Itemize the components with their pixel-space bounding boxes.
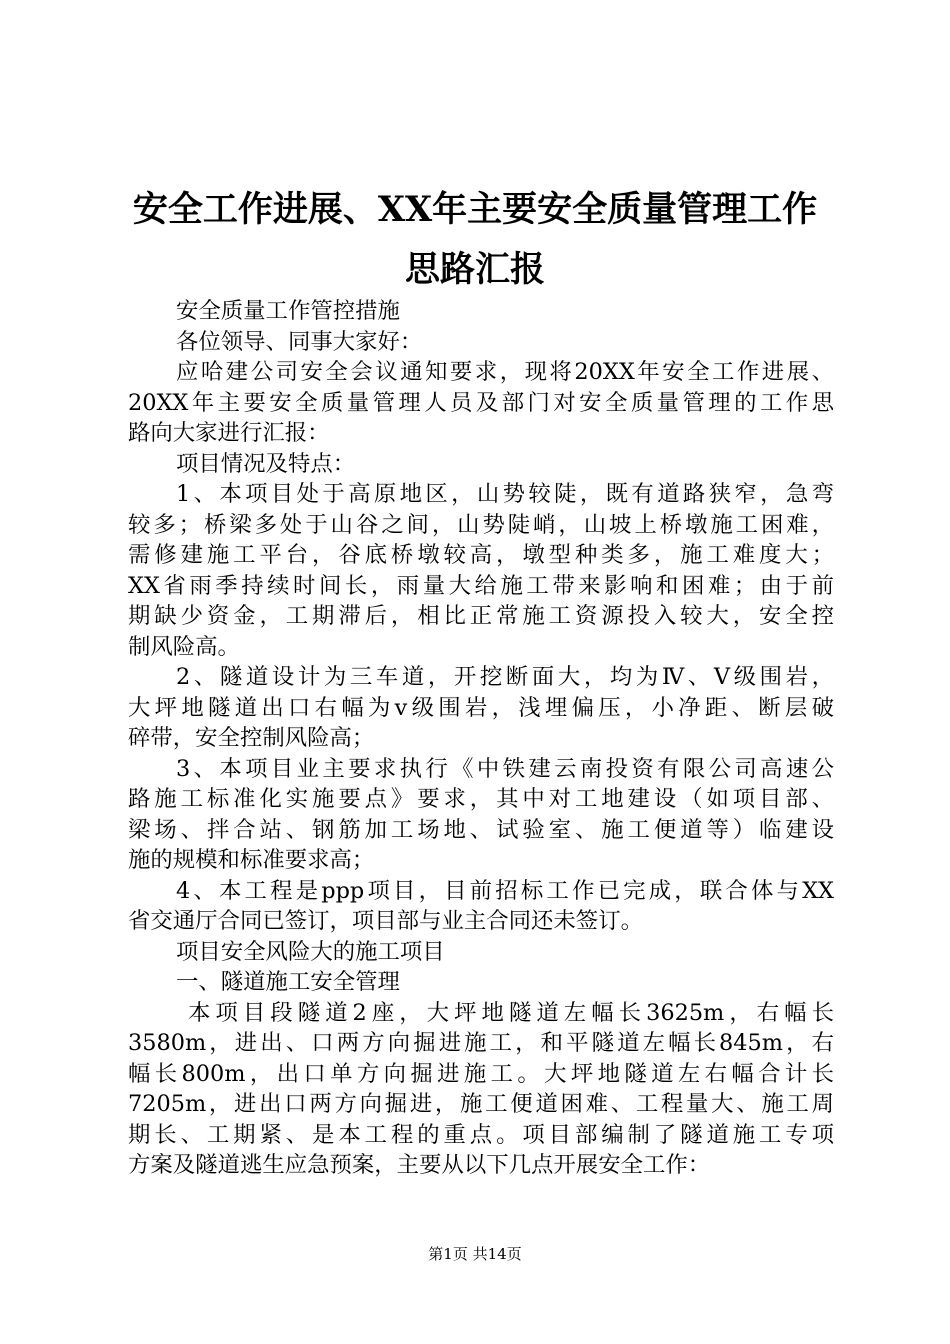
text-line: 施的规模和标准要求高； [128,847,375,873]
text-line: 各位领导、同事大家好： [176,328,423,355]
page-footer: 第1页 共14页 [428,1245,522,1263]
text-line: 20XX年主要安全质量管理人员及部门对安全质量管理的工作思 [128,389,834,416]
text-line: 1、本项目处于高原地区，山势较陡，既有道路狭窄，急弯 [176,481,834,507]
text-line: 省交通厅合同已签订，项目部与业主合同还未签订。 [128,908,643,934]
text-line: 大坪地隧道出口右幅为v级围岩，浅埋偏压，小净距、断层破 [128,694,834,721]
text-line: 项目安全风险大的施工项目 [176,938,445,965]
text-line: 期缺少资金，工期滞后，相比正常施工资源投入较大，安全控 [128,603,834,629]
document-title-line-1: 安全工作进展、XX年主要安全质量管理工作 [132,189,818,230]
text-line: 7205m，进出口两方向掘进，施工便道困难、工程量大、施工周 [128,1091,834,1117]
text-line: 项目情况及特点： [176,450,356,477]
text-line: 一、隧道施工安全管理 [176,969,400,995]
text-line: 2、隧道设计为三车道，开挖断面大，均为Ⅳ、Ⅴ级围岩， [176,664,834,690]
document-body [128,296,834,1181]
text-line: 本项目段隧道2座，大坪地隧道左幅长3625m，右幅长 [188,999,834,1026]
text-line: 3、本项目业主要求执行《中铁建云南投资有限公司高速公 [176,755,834,782]
text-line: XX省雨季持续时间长，雨量大给施工带来影响和困难；由于前 [128,572,834,599]
text-line: 较多；桥梁多处于山谷之间，山势陡峭，山坡上桥墩施工困难， [128,511,834,538]
text-line: 方案及隧道逃生应急预案，主要从以下几点开展安全工作： [128,1152,711,1178]
text-line: 制风险高。 [128,633,240,660]
text-line: 期长、工期紧、是本工程的重点。项目部编制了隧道施工专项 [128,1121,834,1148]
text-line: 需修建施工平台，谷底桥墩较高，墩型种类多，施工难度大； [128,542,834,568]
text-line: 应哈建公司安全会议通知要求，现将20XX年安全工作进展、 [176,359,834,385]
text-line: 4、本工程是ppp项目，目前招标工作已完成，联合体与XX [176,877,834,904]
text-line: 3580m，进出、口两方向掘进施工，和平隧道左幅长845m，右 [128,1030,834,1056]
document-title-line-2: 思路汇报 [404,249,545,290]
text-line: 幅长800m，出口单方向掘进施工。大坪地隧道左右幅合计长 [128,1060,834,1087]
text-line: 碎带，安全控制风险高； [128,725,375,751]
text-line: 安全质量工作管控措施 [176,298,400,324]
text-line: 路施工标准化实施要点》要求，其中对工地建设（如项目部、 [128,786,834,812]
text-line: 梁场、拌合站、钢筋加工场地、试验室、施工便道等）临建设 [128,816,834,843]
text-line: 路向大家进行汇报： [128,420,330,446]
